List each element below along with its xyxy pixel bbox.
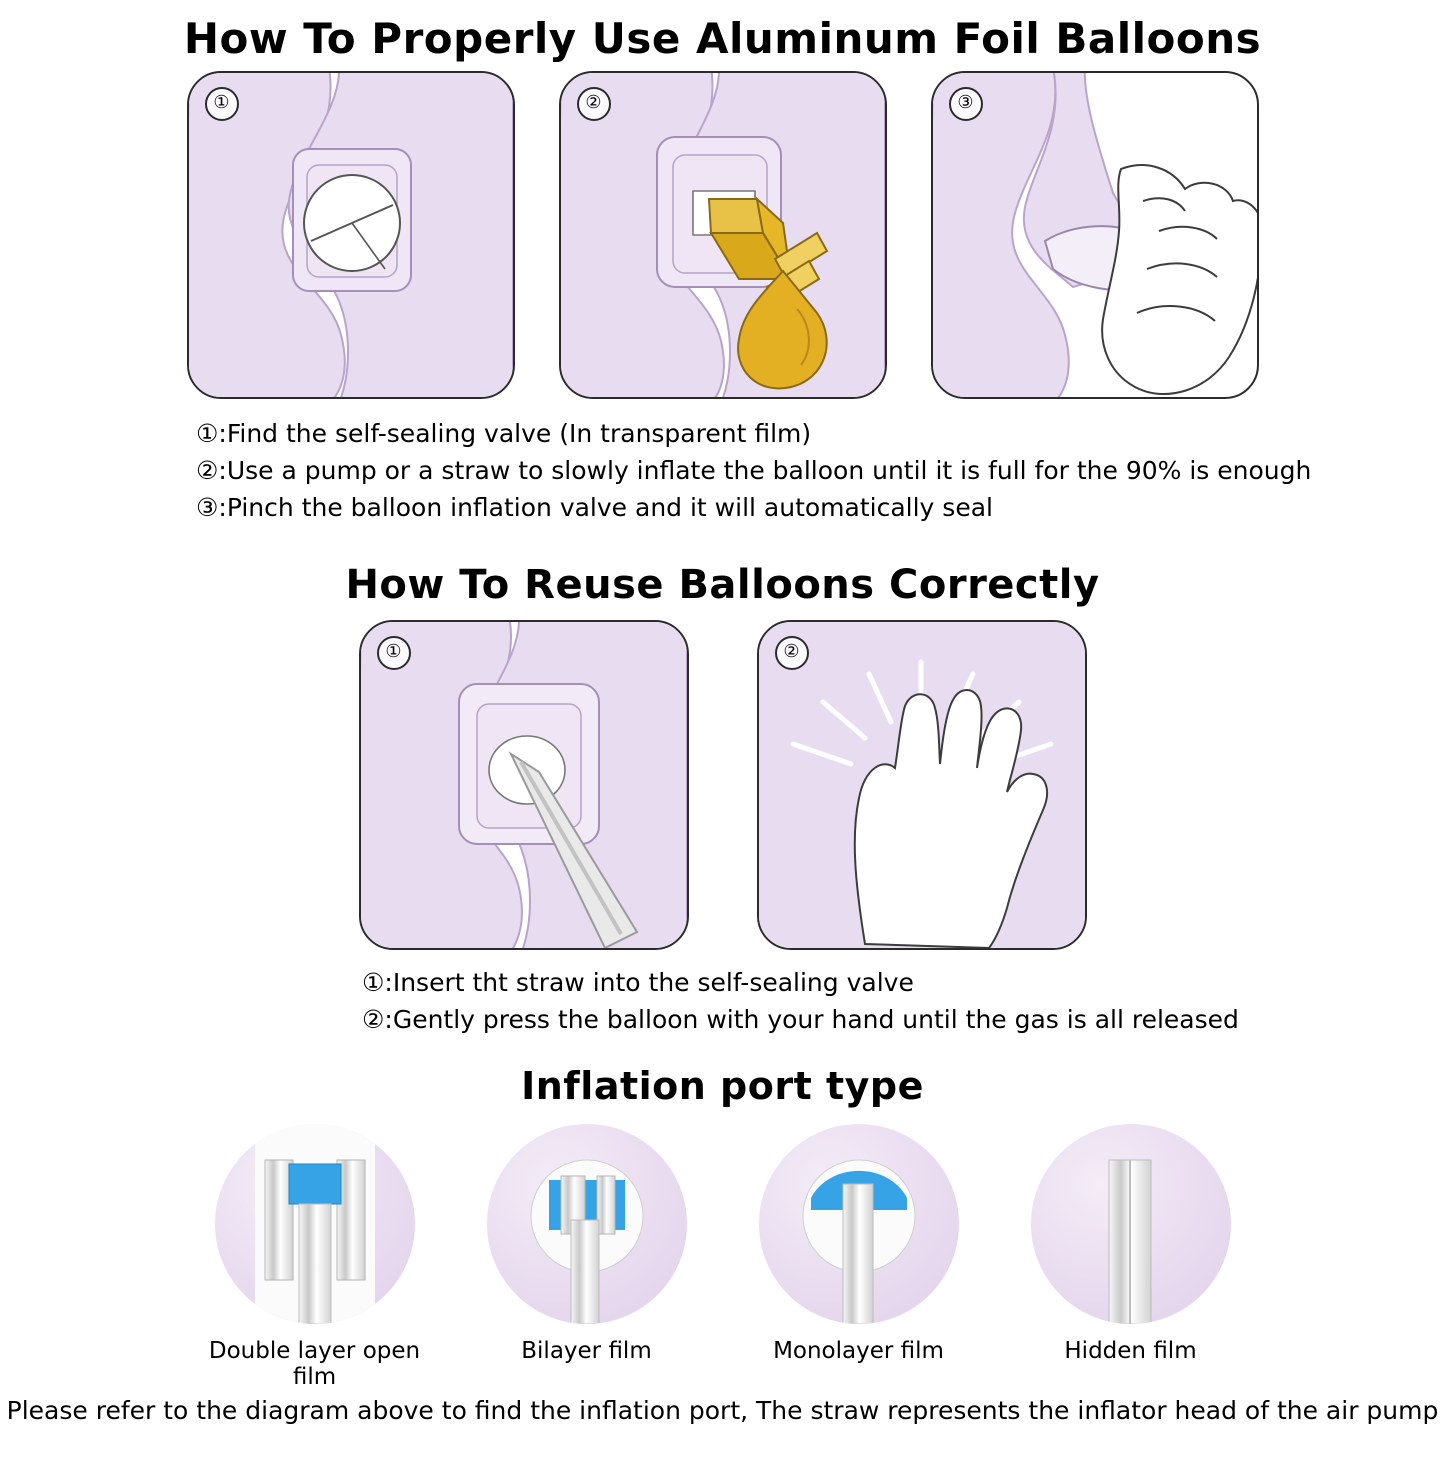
section-title-ports: Inflation port type: [521, 1064, 924, 1108]
step-badge: ②: [775, 636, 809, 670]
port-type-item: [477, 1124, 697, 1364]
illustration-monolayer-film: [759, 1124, 959, 1324]
port-type-label: Bilayer film: [521, 1338, 652, 1364]
illustration-hidden-film: [1031, 1124, 1231, 1324]
step-badge: ③: [949, 87, 983, 121]
reuse-panel-insert-straw: [359, 620, 689, 950]
reuse-panel-press-balloon: [757, 620, 1087, 950]
caption-line: ①:Find the self-sealing valve (In transparent film): [196, 419, 812, 448]
illustration-insert-straw: [361, 622, 687, 948]
captions-use: [196, 415, 1445, 526]
caption-line: ②:Use a pump or a straw to slowly inflate the balloon until it is full for the 90% is enough: [196, 456, 1312, 485]
ports-footnote: Please refer to the diagram above to find the inflation port, The straw represents the inflator head of the air pump: [6, 1396, 1439, 1425]
illustration-press-balloon: [759, 622, 1085, 948]
illustration-bilayer-film: [487, 1124, 687, 1324]
section-title-reuse: How To Reuse Balloons Correctly: [345, 562, 1100, 608]
section-title-use: How To Properly Use Aluminum Foil Balloons: [183, 14, 1262, 63]
panel-row-use: [0, 71, 1445, 399]
panel-row-reuse: [0, 620, 1445, 950]
port-type-label: Double layer open film: [208, 1338, 421, 1390]
step-badge: ②: [577, 87, 611, 121]
step-panel-pinch-valve: [931, 71, 1259, 399]
caption-line: ③:Pinch the balloon inflation valve and it will automatically seal: [196, 493, 993, 522]
step-badge: ①: [377, 636, 411, 670]
illustration-inflate-with-pump: [561, 73, 885, 397]
step-panel-find-valve: [187, 71, 515, 399]
port-type-item: [205, 1124, 425, 1390]
illustration-find-valve: [189, 73, 513, 397]
port-type-item: [749, 1124, 969, 1364]
illustration-pinch-valve: [933, 73, 1257, 397]
captions-reuse: [362, 964, 1445, 1038]
port-type-label: Monolayer film: [773, 1338, 944, 1364]
illustration-double-layer-open-film: [215, 1124, 415, 1324]
port-type-item: [1021, 1124, 1241, 1364]
port-type-row: [0, 1124, 1445, 1390]
port-type-label: Hidden film: [1064, 1338, 1197, 1364]
caption-line: ②:Gently press the balloon with your hand until the gas is all released: [362, 1005, 1239, 1034]
step-badge: ①: [205, 87, 239, 121]
instruction-sheet: [0, 14, 1445, 1459]
caption-line: ①:Insert tht straw into the self-sealing valve: [362, 968, 914, 997]
step-panel-inflate: [559, 71, 887, 399]
